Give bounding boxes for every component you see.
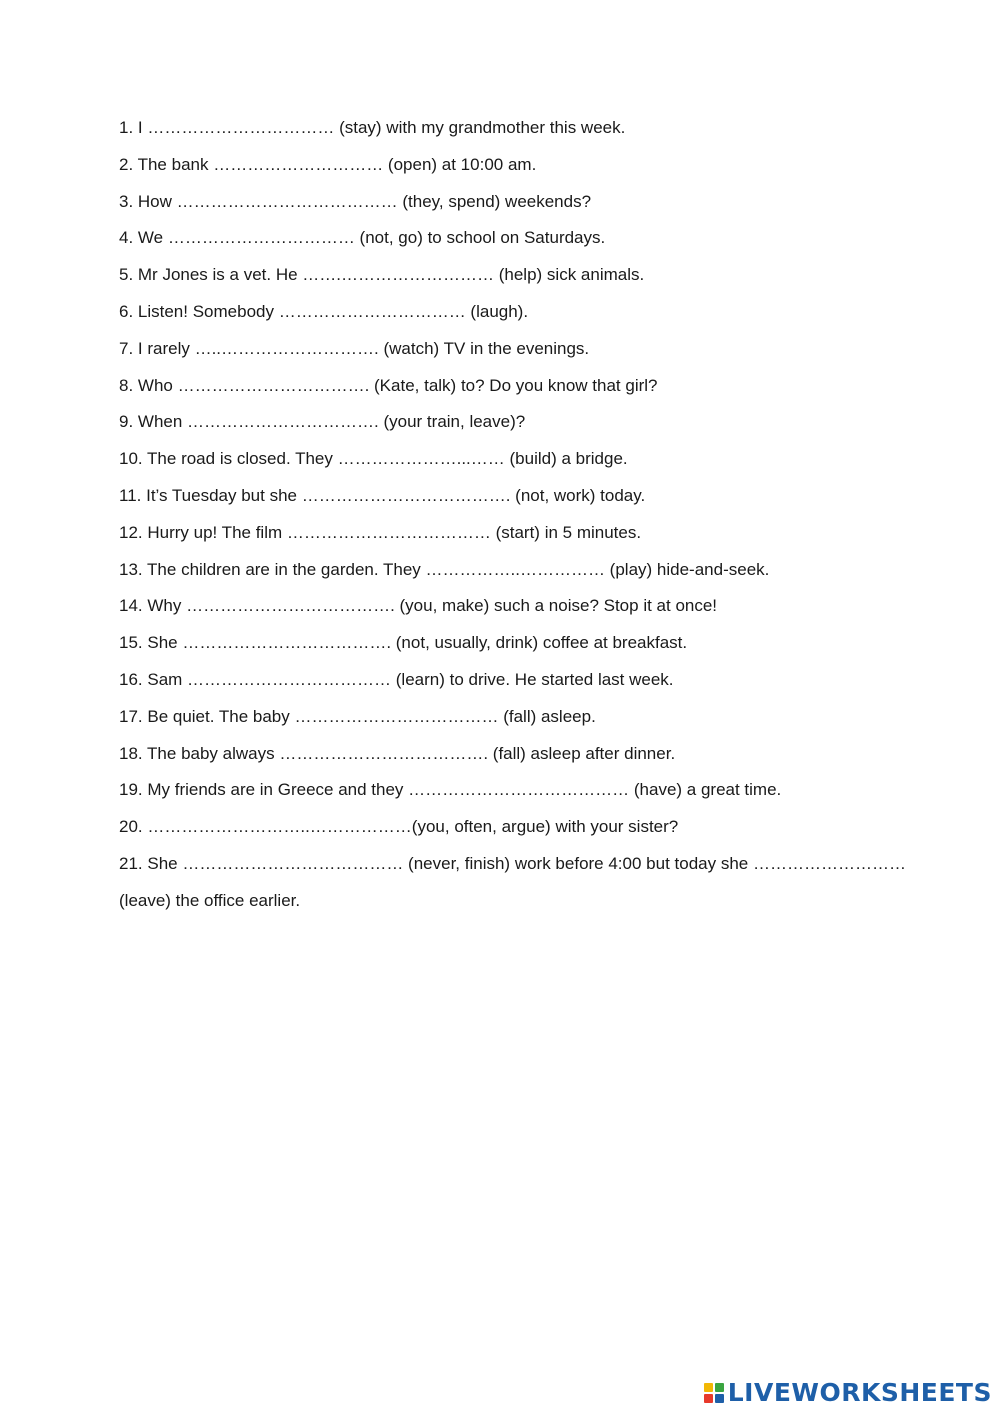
exercise-item-21-continuation: (leave) the office earlier. bbox=[119, 890, 301, 910]
exercise-item-14: 14. Why ………………………………. (you, make) such a noise? Stop it at once! bbox=[119, 596, 718, 616]
exercise-item-15: 15. She ………………………………. (not, usually, drink) coffee at breakfast. bbox=[119, 633, 688, 653]
exercise-item-2: 2. The bank ………………………… (open) at 10:00 am. bbox=[119, 154, 537, 174]
exercise-item-19: 19. My friends are in Greece and they ………………………………… (have) a great time. bbox=[119, 780, 782, 800]
exercise-item-10: 10. The road is closed. They …………………...…… (build) a bridge. bbox=[119, 449, 628, 469]
logo-block-1 bbox=[704, 1383, 713, 1392]
exercise-item-1: 1. I …………………………… (stay) with my grandmother this week. bbox=[119, 118, 626, 137]
logo-block-4 bbox=[715, 1394, 724, 1403]
exercise-item-20: 20. ………………………..………………(you, often, argue) with your sister? bbox=[119, 817, 679, 837]
exercise-item-5: 5. Mr Jones is a vet. He …….……………………… (help) sick animals. bbox=[119, 265, 645, 285]
exercise-item-18: 18. The baby always ………………………………. (fall) asleep after dinner. bbox=[119, 743, 676, 763]
exercise-item-21: 21. She ………………………………… (never, finish) work before 4:00 but today she ……………………… bbox=[119, 853, 906, 873]
logo-text: LIVEWORKSHEETS bbox=[727, 1378, 992, 1407]
exercise-item-3: 3. How ………………………………… (they, spend) weekends? bbox=[119, 191, 592, 211]
liveworksheets-logo bbox=[704, 1378, 992, 1407]
exercise-item-9: 9. When ……………………………. (your train, leave)? bbox=[119, 412, 526, 432]
exercise-item-16: 16. Sam ……………………………… (learn) to drive. He started last week. bbox=[119, 669, 674, 689]
logo-icon bbox=[704, 1383, 724, 1403]
logo-block-3 bbox=[704, 1394, 713, 1403]
exercise-item-8: 8. Who ……………………………. (Kate, talk) to? Do you know that girl? bbox=[119, 375, 658, 395]
exercise-item-6: 6. Listen! Somebody …………………………… (laugh). bbox=[119, 301, 529, 321]
exercise-item-12: 12. Hurry up! The film ……………………………… (start) in 5 minutes. bbox=[119, 522, 642, 542]
exercise-list bbox=[119, 118, 919, 928]
exercise-item-11: 11. It’s Tuesday but she ………………………………. (not, work) today. bbox=[119, 485, 646, 505]
exercise-item-7: 7. I rarely …..………………………. (watch) TV in the evenings. bbox=[119, 338, 590, 358]
exercise-item-4: 4. We …………………………… (not, go) to school on Saturdays. bbox=[119, 228, 606, 248]
exercise-item-17: 17. Be quiet. The baby ……………………………… (fall) asleep. bbox=[119, 706, 596, 726]
logo-block-2 bbox=[715, 1383, 724, 1392]
exercise-item-13: 13. The children are in the garden. They ……………..…………… (play) hide-and-seek. bbox=[119, 559, 770, 579]
